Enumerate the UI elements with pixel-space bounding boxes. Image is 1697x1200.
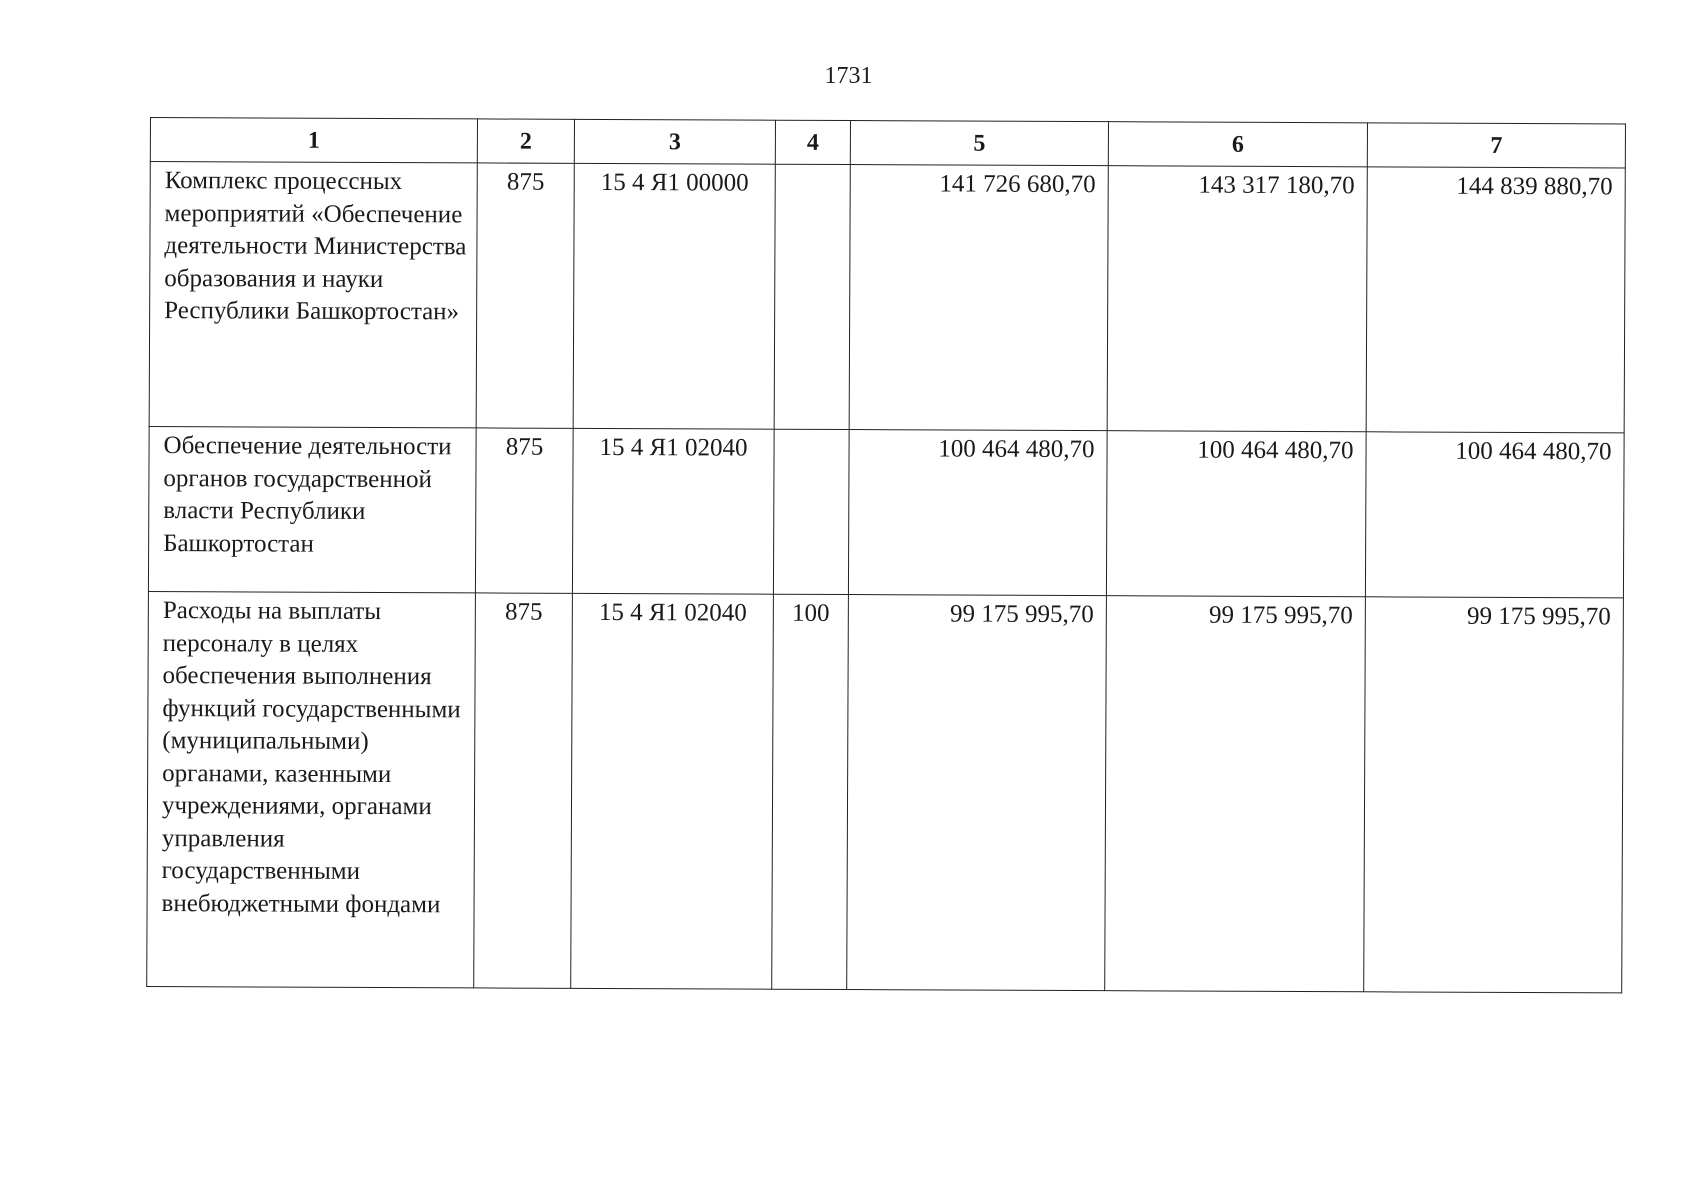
- column-header: 7: [1367, 123, 1625, 168]
- table-row: [148, 426, 1624, 597]
- column-header: 2: [477, 119, 574, 163]
- amount-cell: 141 726 680,70: [849, 165, 1108, 431]
- amount-cell: 100 464 480,70: [1365, 432, 1624, 598]
- header-row: [150, 118, 1625, 168]
- expense-type-cell: 100: [772, 594, 849, 989]
- amount-cell: 99 175 995,70: [847, 595, 1107, 991]
- amount-cell: 99 175 995,70: [1364, 597, 1624, 993]
- expense-type-cell: [773, 429, 849, 594]
- expense-type-cell: [774, 164, 850, 429]
- column-header: 1: [150, 118, 477, 163]
- column-header: 6: [1108, 122, 1367, 167]
- target-article-cell: 15 4 Я1 00000: [573, 163, 775, 429]
- budget-table: [146, 117, 1626, 993]
- row-name-cell: Комплекс процессных мероприятий «Обеспечение деятельности Министерства образования и науки Республики Башкортостан»: [149, 162, 477, 428]
- ministry-code-cell: 875: [475, 428, 573, 593]
- amount-cell: 144 839 880,70: [1366, 167, 1625, 433]
- column-header: 5: [850, 121, 1108, 166]
- row-name-cell: Расходы на выплаты персоналу в целях обеспечения выполнения функций государственными (муниципальными) органами, казенными учреждениями, органами управления государственными внебюджетными фондами: [147, 591, 476, 987]
- table-row: [149, 162, 1625, 433]
- ministry-code-cell: 875: [476, 163, 574, 428]
- amount-cell: 143 317 180,70: [1107, 166, 1367, 432]
- ministry-code-cell: 875: [474, 593, 573, 988]
- row-name-cell: Обеспечение деятельности органов государственной власти Республики Башкортостан: [148, 426, 476, 592]
- amount-cell: 99 175 995,70: [1105, 596, 1366, 992]
- column-header: 4: [775, 120, 850, 164]
- amount-cell: 100 464 480,70: [848, 430, 1107, 596]
- target-article-cell: 15 4 Я1 02040: [572, 428, 774, 594]
- page-number: 1731: [824, 63, 873, 89]
- column-header: 3: [574, 119, 775, 164]
- amount-cell: 100 464 480,70: [1106, 431, 1366, 597]
- target-article-cell: 15 4 Я1 02040: [571, 593, 774, 989]
- table-row: [147, 591, 1624, 992]
